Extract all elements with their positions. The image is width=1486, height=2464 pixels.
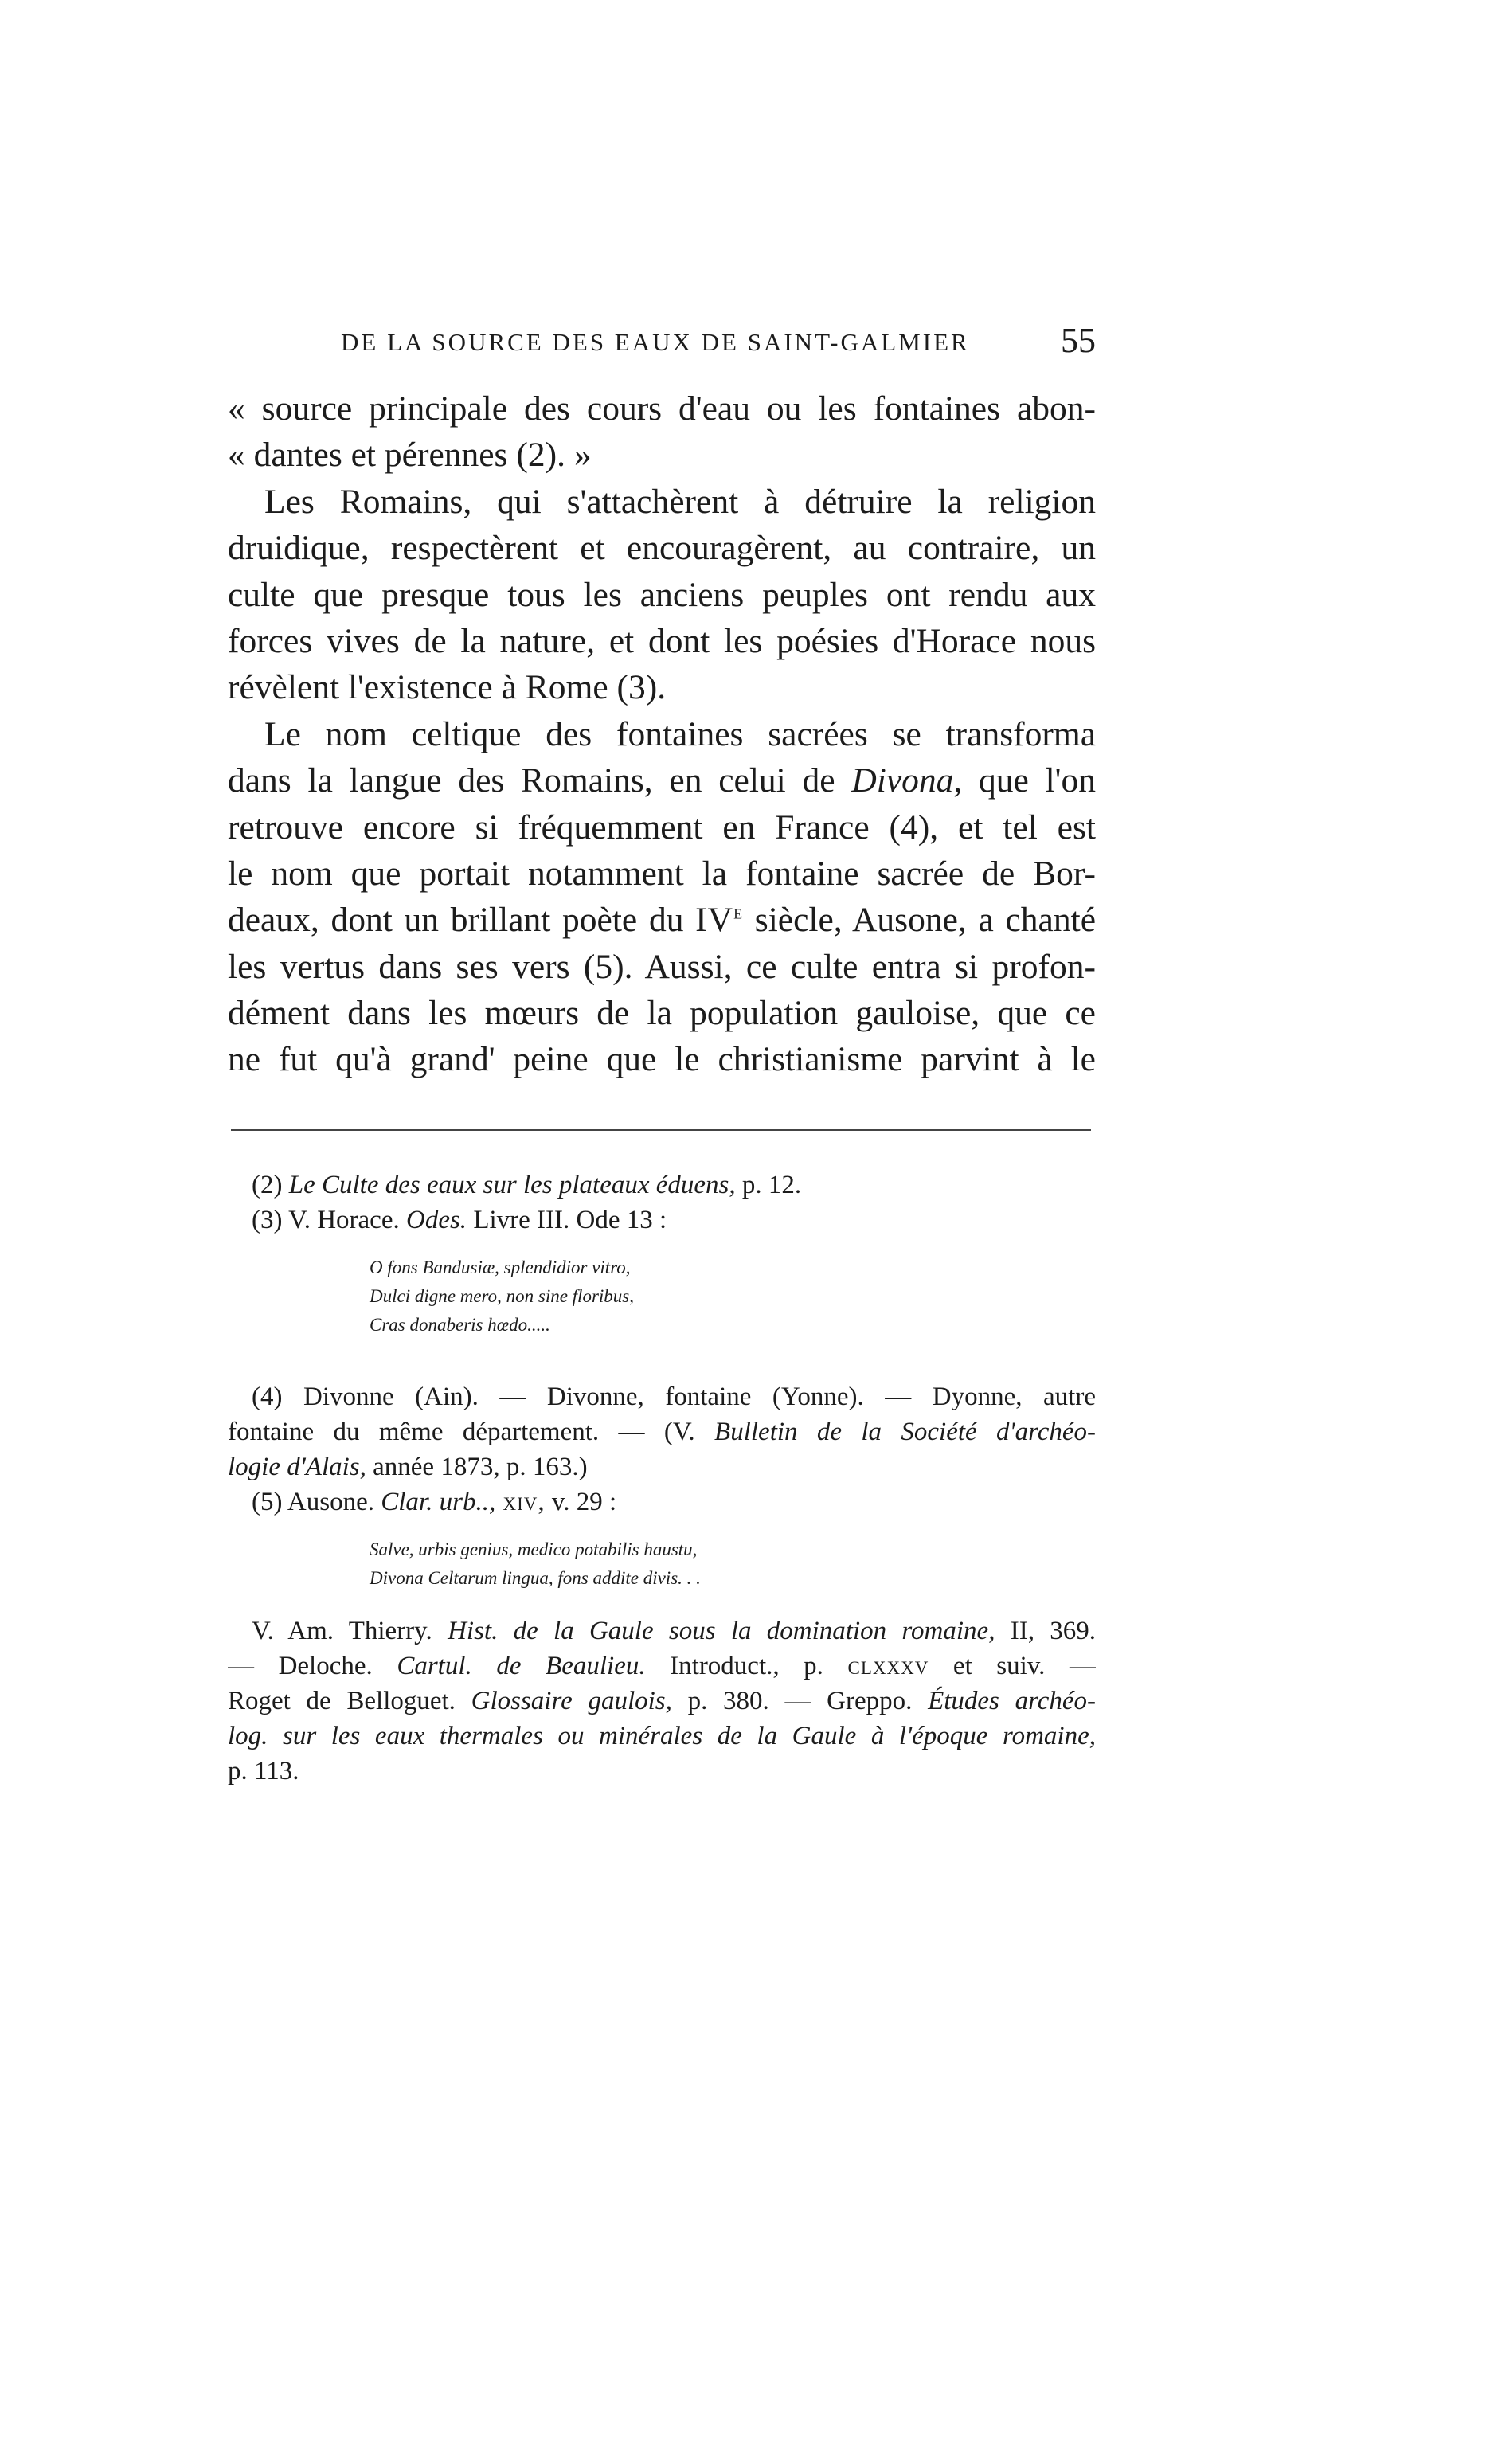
verse-line: Divona Celtarum lingua, fons addite divis. . . [370,1568,701,1588]
verse-line: Salve, urbis genius, medico potabilis haustu, [370,1539,698,1559]
century-numeral: IVe [695,900,744,940]
verse-line: O fons Bandusiæ, splendidior vitro, [370,1257,631,1277]
footnote-4: (4) Divonne (Ain). — Divonne, fontaine (Yonne). — Dyonne, autre [252,1383,1096,1411]
footnote-3: (3) V. Horace. Odes. Livre III. Ode 13 : [252,1206,667,1234]
footnote-divider [231,1129,1091,1131]
text-line: le nom que portait notamment la fontaine sacrée de Bor- [228,854,1096,893]
biblio-line: V. Am. Thierry. Hist. de la Gaule sous la domination romaine, II, 369. [252,1617,1096,1645]
text-line: dans la langue des Romains, en celui de Divona, que l'on [228,761,1096,800]
footnote-4-cont: logie d'Alais, année 1873, p. 163.) [228,1453,588,1481]
footnotes [228,1167,1096,1789]
running-title: DE LA SOURCE DES EAUX DE SAINT-GALMIER [341,328,970,356]
text-line: ne fut qu'à grand' peine que le christianisme parvint à le [228,1040,1096,1079]
text-line: Les Romains, qui s'attachèrent à détruire la religion [264,482,1096,521]
biblio-line: p. 113. [228,1757,299,1785]
text-line: druidique, respectèrent et encouragèrent, au contraire, un [228,529,1096,568]
text-line: Le nom celtique des fontaines sacrées se transforma [264,714,1096,753]
verse-quote-ausone [370,1535,1096,1593]
text-line: retrouve encore si fréquemment en France (4), et tel est [228,808,1096,847]
verse-line: Dulci digne mero, non sine floribus, [370,1286,634,1306]
text-line: « source principale des cours d'eau ou les fontaines abon- [228,389,1096,428]
text-line: les vertus dans ses vers (5). Aussi, ce culte entra si profon- [228,947,1096,986]
text-line: deaux, dont un brillant poète du IVe siècle, Ausone, a chanté [228,900,1096,940]
italic-term: Divona, [851,761,963,800]
main-text [228,385,1096,1083]
text-line: forces vives de la nature, et dont les poésies d'Horace nous [228,621,1096,660]
page-number: 55 [1061,321,1096,360]
verse-line: Cras donaberis hœdo..... [370,1315,550,1335]
verse-quote-horace [370,1254,1096,1340]
biblio-line: Roget de Belloguet. Glossaire gaulois, p. 380. — Greppo. Études archéo- [228,1687,1096,1715]
bibliography [228,1613,1096,1789]
biblio-line: — Deloche. Cartul. de Beaulieu. Introduct., p. clxxxv et suiv. — [228,1652,1096,1680]
footnote-4-cont: fontaine du même département. — (V. Bulletin de la Société d'archéo- [228,1418,1096,1446]
footnote-2: (2) Le Culte des eaux sur les plateaux éduens, p. 12. [252,1171,802,1199]
text-line: dément dans les mœurs de la population gauloise, que ce [228,994,1096,1033]
text-line: culte que presque tous les anciens peuples ont rendu aux [228,575,1096,614]
page-header [228,319,1096,358]
biblio-line: log. sur les eaux thermales ou minérales de la Gaule à l'époque romaine, [228,1722,1096,1750]
text-line: « dantes et pérennes (2). » [228,436,592,475]
footnote-5: (5) Ausone. Clar. urb.., xiv, v. 29 : [252,1488,617,1516]
text-line: révèlent l'existence à Rome (3). [228,668,667,707]
